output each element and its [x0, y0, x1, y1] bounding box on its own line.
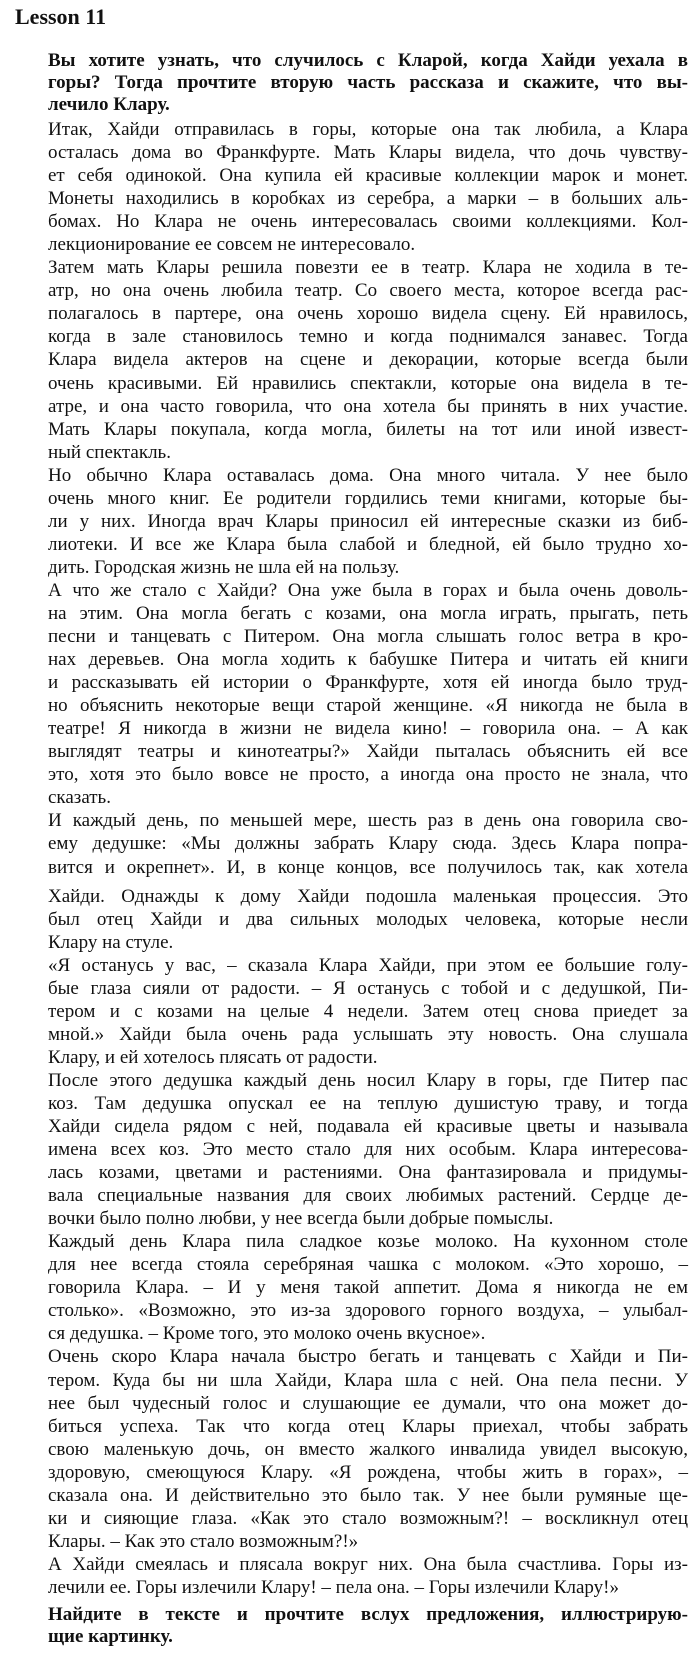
text-line: театре! Я никогда в жизни не видела кино! – говорила она. – А как — [48, 718, 688, 740]
text-line: был отец Хайди и два сильных молодых человека, которые несли — [48, 908, 688, 930]
text-line: Очень скоро Клара начала быстро бегать и танцевать с Хайди и Пи- — [48, 1346, 688, 1368]
text-line: бые глаза сияли от радости. – Я останусь с тобой и с дедушкой, Пи- — [48, 977, 688, 999]
text-line: Монеты находились в коробках из серебра, а марки – в больших аль- — [48, 188, 688, 210]
text-line: лиотеки. И все же Клара была слабой и бледной, ей было трудно хо- — [48, 533, 688, 555]
lesson-heading: Lesson 11 — [15, 4, 107, 29]
text-line: очень много книг. Ее родители гордились теми книгами, которые бы- — [48, 487, 688, 509]
text-line: «Я останусь у вас, – сказала Клара Хайди, при этом ее большие голу- — [48, 954, 688, 976]
text-line: свою маленькую дочь, он вместо жалкого инвалида увидел высокую, — [48, 1438, 688, 1460]
text-line: бомах. Но Клара не очень интересовалась своими коллекциями. Кол- — [48, 211, 688, 233]
text-line: мной.» Хайди была очень рада услышать эту новость. Она слушала — [48, 1023, 688, 1045]
text-line: песни и танцевать с Питером. Она могла слышать голос ветра в кро- — [48, 626, 688, 648]
text-line: вочки было полно любви, у нее всегда были добрые помыслы. — [48, 1208, 554, 1230]
task-instruction — [48, 1604, 688, 1648]
text-line: ся дедушка. – Кроме того, это молоко очень вкусное». — [48, 1323, 486, 1345]
text-line: Клару на стуле. — [48, 931, 174, 953]
text-line: вала специальные названия для своих любимых растений. Сердце де- — [48, 1185, 688, 1207]
text-line: нее был чудесный голос и слушающие ее думали, что она может до- — [48, 1392, 688, 1414]
text-line: Клары. – Как это стало возможным?!» — [48, 1530, 359, 1552]
text-line: А что же стало с Хайди? Она уже была в горах и была очень доволь- — [48, 579, 688, 601]
text-line: здоровую, смеющуюся Клару. «Я рождена, чтобы жить в горах», – — [48, 1461, 688, 1483]
text-line: ет себя одинокой. Она купила ей красивые коллекции марок и монет. — [48, 165, 688, 187]
text-line: лечило Клару. — [48, 94, 170, 115]
text-line: полагалось в партере, она очень хорошо видела сцену. Ей нравилось, — [48, 303, 688, 325]
text-line: нах деревьев. Она могла ходить к бабушке Питера и читать ей книги — [48, 649, 688, 671]
text-line: лечили ее. Горы излечили Клару! – пела она. – Горы излечили Клару!» — [48, 1576, 620, 1598]
paragraph — [48, 579, 688, 809]
text-line: ный спектакль. — [48, 441, 171, 463]
paragraph — [48, 954, 688, 1069]
text-line: Вы хотите узнать, что случилось с Кларой, когда Хайди уехала в — [48, 50, 688, 71]
text-line: Клару, и ей хотелось плясать от радости. — [48, 1046, 378, 1068]
text-line: горы? Тогда прочтите вторую часть рассказа и скажите, что вы- — [48, 72, 688, 93]
text-line: на этим. Она могла бегать с козами, она могла играть, прыгать, петь — [48, 602, 688, 624]
text-line: сказать. — [48, 787, 111, 809]
text-line: лась козами, цветами и растениями. Она фантазировала и придумы- — [48, 1162, 688, 1184]
intro-instruction — [48, 50, 688, 116]
text-line: И каждый день, по меньшей мере, шесть раз в день она говорила сво- — [48, 810, 688, 832]
text-line: столько». «Возможно, это из-за здорового горного воздуха, – улыбал- — [48, 1300, 688, 1322]
paragraph — [48, 1069, 688, 1230]
text-line: лекционирование ее совсем не интересовало. — [48, 234, 416, 256]
text-line: атре, и она часто говорила, что она хотела бы принять в них участие. — [48, 395, 688, 417]
text-line: щие картинку. — [48, 1626, 173, 1647]
text-line: атр, но она очень любила театр. Со своего места, которое всегда рас- — [48, 280, 688, 302]
text-line: тером. Куда бы ни шла Хайди, Клара шла с ней. Она пела песни. У — [48, 1369, 688, 1391]
text-line: имена всех коз. Это место стало для них особым. Клара интересова- — [48, 1139, 688, 1161]
paragraph — [48, 118, 688, 256]
text-line: Клара видела актеров на сцене и декорации, которые всегда были — [48, 349, 688, 371]
text-line: и рассказывать ей истории о Франкфурте, хотя ей иногда было труд- — [48, 672, 688, 694]
text-line: Хайди сидела рядом с ней, подавала ей красивые цветы и называла — [48, 1116, 688, 1138]
text-line: После этого дедушка каждый день носил Клару в горы, где Питер пас — [48, 1069, 688, 1091]
text-line: говорила Клара. – И у меня такой аппетит. Дома я никогда не ем — [48, 1277, 688, 1299]
paragraph — [48, 464, 688, 579]
text-line: осталась дома во Франкфурте. Мать Клары видела, что дочь чувству- — [48, 142, 688, 164]
paragraph — [48, 256, 688, 463]
paragraph — [48, 1553, 688, 1599]
text-line: дить. Городская жизнь не шла ей на пользу. — [48, 556, 400, 578]
text-line: очень красивыми. Ей нравились спектакли, которые она видела в те- — [48, 372, 688, 394]
paragraph — [48, 809, 688, 953]
text-line: Но обычно Клара оставалась дома. Она много читала. У нее было — [48, 464, 688, 486]
text-line: тером и с козами на целые 4 недели. Затем отец снова приедет за — [48, 1000, 688, 1022]
text-line: Хайди. Однажды к дому Хайди подошла маленькая процессия. Это — [48, 885, 688, 907]
text-line: Мать Клары покупала, когда могла, билеты на тот или иной извест- — [48, 418, 688, 440]
text-line: А Хайди смеялась и плясала вокруг них. Она была счастлива. Горы из- — [48, 1553, 688, 1575]
text-line: сказала она. И действительно это было так. У нее были румяные ще- — [48, 1484, 688, 1506]
paragraph — [48, 1345, 688, 1552]
text-line: для нее всегда стояла серебряная чашка с молоком. «Это хорошо, – — [48, 1254, 688, 1276]
text-line: коз. Там дедушка опускал ее на теплую душистую траву, и тогда — [48, 1092, 688, 1114]
text-line: ли у них. Иногда врач Клары приносил ей интересные сказки из биб- — [48, 510, 688, 532]
text-line: ки и сияющие глаза. «Как это стало возможным?! – воскликнул отец — [48, 1507, 688, 1529]
text-line: это, хотя это было вовсе не просто, а иногда она просто не знала, что — [48, 764, 688, 786]
text-line: биться успеха. Так что когда отец Клары приехал, чтобы забрать — [48, 1415, 688, 1437]
text-line: ему дедушке: «Мы должны забрать Клару сюда. Здесь Клара попра- — [48, 833, 688, 855]
paragraph — [48, 1230, 688, 1345]
text-line: Итак, Хайди отправилась в горы, которые она так любила, а Клара — [48, 119, 688, 140]
text-line: когда в зале становилось темно и когда поднимался занавес. Тогда — [48, 326, 688, 348]
text-line: Затем мать Клары решила повезти ее в театр. Клара не ходила в те- — [48, 257, 688, 279]
text-line: Найдите в тексте и прочтите вслух предложения, иллюстрирую- — [48, 1604, 688, 1625]
text-line: Каждый день Клара пила сладкое козье молоко. На кухонном столе — [48, 1231, 688, 1253]
text-line: вится и окрепнет». И, в конце концов, все получилось так, как хотела — [48, 856, 688, 878]
text-line: выглядят театры и кинотеатры?» Хайди пыталась объяснить ей все — [48, 741, 688, 763]
story-text — [48, 118, 688, 1648]
text-line: но объяснить некоторые вещи старой женщине. «Я никогда не была в — [48, 695, 688, 717]
